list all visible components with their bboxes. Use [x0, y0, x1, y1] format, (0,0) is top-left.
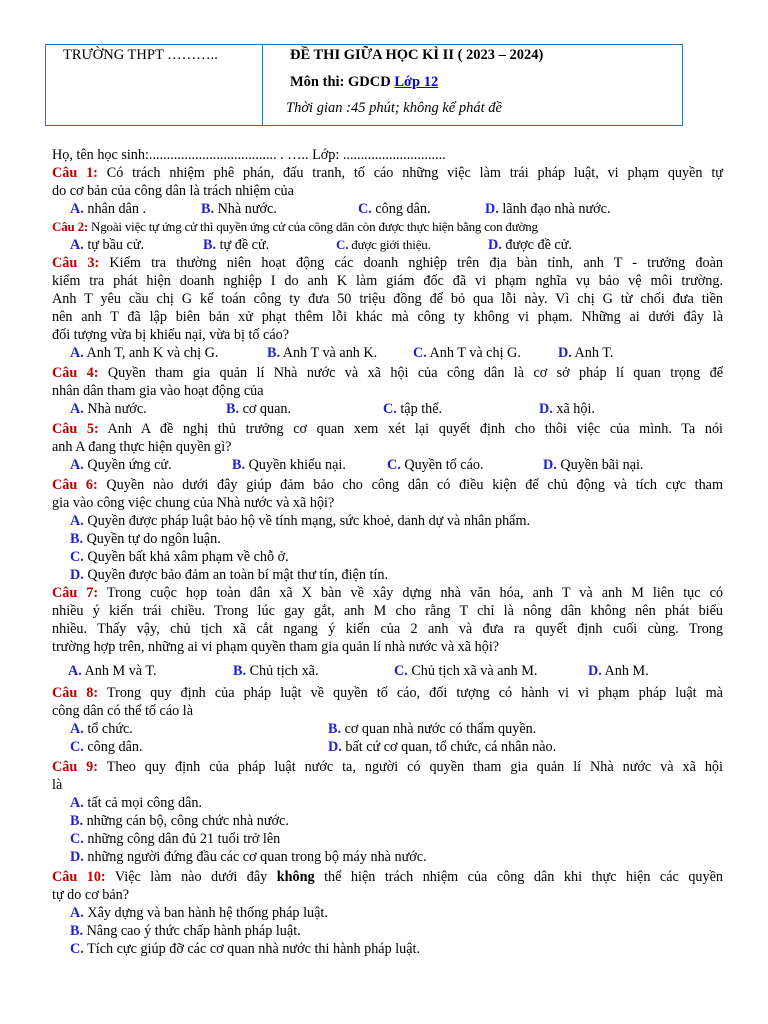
option-text: cơ quan. — [239, 401, 292, 417]
question-text: Quyền tham gia quản lí Nhà nước và xã hội của công dân là cơ sở pháp lí quan trọng để — [98, 365, 723, 381]
question-text-line: anh A đang thực hiện quyền gì? — [52, 439, 232, 455]
option-text: lãnh đạo nhà nước. — [498, 201, 611, 217]
question-emphasis: không — [276, 869, 315, 885]
option-text: Anh M. — [601, 663, 649, 679]
option-letter: C. — [413, 345, 427, 361]
question-label: Câu 8: — [52, 685, 99, 701]
option-a[interactable] — [70, 236, 144, 254]
option-text: Quyền khiếu nại. — [245, 457, 346, 473]
question-8 — [52, 684, 723, 702]
option-b[interactable] — [232, 456, 346, 474]
option-a[interactable] — [52, 904, 723, 922]
option-letter: A. — [70, 345, 84, 361]
option-letter: B. — [233, 663, 247, 679]
option-d[interactable] — [488, 236, 572, 254]
option-text: Chủ tịch xã. — [246, 663, 319, 679]
option-letter: C. — [70, 549, 84, 565]
option-letter: D. — [588, 663, 602, 679]
option-b[interactable] — [267, 344, 377, 362]
student-info-line: Họ, tên học sinh:.................................... . ….. Lớp: ............................. — [52, 147, 446, 163]
question-text-line: nên anh T đã lập biên bản xử phạt thêm lỗi khác mà công ty không vi phạm. Những ai dưới đây là — [52, 309, 723, 325]
option-text: Quyền tố cáo. — [400, 457, 484, 473]
question-text: Trong cuộc họp toàn dân xã X bàn về xây dựng nhà văn hóa, anh T và anh M liên tục có — [98, 585, 723, 601]
question-text-line: công dân có thể tố cáo là — [52, 703, 194, 719]
option-b[interactable] — [226, 400, 291, 418]
option-text: Anh T. — [571, 345, 614, 361]
option-c[interactable] — [52, 830, 723, 848]
option-text: công dân. — [83, 739, 143, 755]
question-label: Câu 5: — [52, 421, 99, 437]
question-text-line: là — [52, 777, 63, 793]
school-name: TRƯỜNG THPT ……….. — [63, 47, 218, 63]
question-text-line: tự do cơ bản? — [52, 887, 130, 903]
option-text: tất cả mọi công dân. — [83, 795, 202, 811]
option-d[interactable] — [558, 344, 613, 362]
option-text: tổ chức. — [83, 721, 133, 737]
option-letter: A. — [70, 721, 84, 737]
option-text: cơ quan nhà nước có thẩm quyền. — [341, 721, 537, 737]
option-text: Tích cực giúp đỡ các cơ quan nhà nước thi hành pháp luật. — [83, 941, 421, 957]
option-b[interactable] — [201, 200, 277, 218]
option-a[interactable] — [68, 662, 157, 680]
option-b[interactable] — [52, 922, 723, 940]
exam-title: ĐỀ THI GIỮA HỌC KÌ II ( 2023 – 2024) — [290, 47, 544, 63]
option-a[interactable] — [70, 400, 147, 418]
subject-prefix: Môn thi: GDCD — [290, 74, 395, 90]
question-label: Câu 10: — [52, 869, 106, 885]
question-text: Ngoài việc tự ứng cử thì quyền ứng cử của công dân còn được thực hiện bằng con đường — [88, 219, 538, 234]
header-divider — [262, 44, 263, 126]
option-text: tự đề cử. — [216, 237, 270, 253]
option-letter: B. — [70, 923, 84, 939]
option-letter: D. — [488, 237, 502, 253]
option-letter: D. — [558, 345, 572, 361]
option-letter: A. — [70, 905, 84, 921]
option-b[interactable] — [233, 662, 319, 680]
option-letter: A. — [68, 663, 82, 679]
question-label: Câu 1: — [52, 165, 98, 181]
option-c[interactable] — [383, 400, 442, 418]
option-letter: D. — [485, 201, 499, 217]
question-label: Câu 7: — [52, 585, 99, 601]
question-text: Theo quy định của pháp luật nước ta, người có quyền tham gia quản lí Nhà nước và xã hội — [98, 759, 723, 775]
question-6 — [52, 476, 723, 494]
option-c[interactable] — [387, 456, 484, 474]
question-2 — [52, 218, 723, 236]
options-row — [52, 738, 723, 756]
question-text-line: trường hợp trên, những ai vi phạm quyền tham gia quản lí nhà nước và xã hội? — [52, 639, 500, 655]
option-d[interactable] — [539, 400, 595, 418]
option-text: Anh T và anh K. — [280, 345, 378, 361]
option-b[interactable] — [52, 530, 723, 548]
option-text: tập thể. — [396, 401, 443, 417]
option-text: xã hội. — [552, 401, 595, 417]
question-5 — [52, 420, 723, 438]
option-b[interactable] — [52, 812, 723, 830]
option-letter: B. — [328, 721, 342, 737]
option-text: bất cứ cơ quan, tổ chức, cá nhân nào. — [341, 739, 557, 755]
option-text: Quyền bất khả xâm phạm về chỗ ở. — [83, 549, 289, 565]
question-label: Câu 9: — [52, 759, 98, 775]
question-text-line: Anh T yêu cầu chị G kế toán công ty đưa 50 triệu đồng để bỏ qua lỗi này. Vì chị G từ chối đưa tiền — [52, 291, 723, 307]
option-b[interactable] — [328, 720, 536, 738]
option-text: Quyền bãi nại. — [556, 457, 644, 473]
question-3 — [52, 254, 723, 272]
option-letter: A. — [70, 795, 84, 811]
option-d[interactable] — [543, 456, 643, 474]
question-label: Câu 4: — [52, 365, 99, 381]
option-letter: B. — [70, 813, 84, 829]
question-label: Câu 2: — [52, 219, 88, 234]
question-1 — [52, 164, 723, 182]
question-9 — [52, 758, 723, 776]
question-text: Việc làm nào dưới đây — [105, 869, 277, 885]
option-a[interactable] — [70, 456, 172, 474]
option-letter: A. — [70, 201, 84, 217]
option-text: được giới thiệu. — [348, 237, 431, 252]
option-letter: A. — [70, 513, 84, 529]
option-text: Quyền được bảo đảm an toàn bí mật thư tín, điện tín. — [83, 567, 389, 583]
option-c[interactable] — [413, 344, 521, 362]
option-d[interactable] — [52, 848, 723, 866]
option-letter: A. — [70, 401, 84, 417]
option-text: được đề cử. — [501, 237, 572, 253]
option-d[interactable] — [328, 738, 556, 756]
question-text-line: nhiều. Thấy vậy, chủ tịch xã cắt ngang ý kiến của 2 anh và đưa ra quyết định cuối cùng. Trong — [52, 621, 723, 637]
question-text-line: kiểm tra phát hiện doanh nghiệp I do anh K làm giám đốc đã vi phạm nghĩa vụ bảo vệ môi trường. — [52, 273, 723, 289]
question-text: Trong quy định của pháp luật về quyền tố cáo, đối tượng có hành vi vi phạm pháp luật mà — [98, 685, 723, 701]
question-7 — [52, 584, 723, 602]
exam-time: Thời gian :45 phút; không kể phát đề — [286, 100, 502, 116]
question-text-line: do cơ bản của công dân là trách nhiệm của — [52, 183, 294, 199]
options-row — [52, 200, 723, 218]
option-letter: C. — [70, 739, 84, 755]
option-text: Xây dựng và ban hành hệ thống pháp luật. — [83, 905, 328, 921]
option-letter: B. — [203, 237, 217, 253]
option-text: những công dân đủ 21 tuổi trở lên — [83, 831, 281, 847]
question-10 — [52, 868, 723, 886]
option-text: Nhà nước. — [83, 401, 147, 417]
option-text: Anh M và T. — [81, 663, 157, 679]
option-text: Nhà nước. — [214, 201, 277, 217]
option-a[interactable] — [52, 794, 723, 812]
option-letter: C. — [70, 941, 84, 957]
option-letter: C. — [394, 663, 408, 679]
question-text-line: đối tượng vừa bị khiếu nại, vừa bị tố cáo? — [52, 327, 290, 343]
option-text: Quyền tự do ngôn luận. — [83, 531, 221, 547]
question-label: Câu 6: — [52, 477, 98, 493]
question-text: Có trách nhiệm phê phán, đấu tranh, tố cáo những việc làm trái pháp luật, vi phạm quyền tự — [97, 165, 723, 181]
question-4 — [52, 364, 723, 382]
option-text: Quyền được pháp luật bảo hộ về tính mạng, sức khoẻ, danh dự và nhân phẩm. — [83, 513, 531, 529]
option-letter: D. — [70, 567, 84, 583]
option-a[interactable] — [70, 344, 218, 362]
option-letter: C. — [383, 401, 397, 417]
option-text: những người đứng đầu các cơ quan trong bộ máy nhà nước. — [83, 849, 427, 865]
question-label: Câu 3: — [52, 255, 100, 271]
option-letter: B. — [226, 401, 240, 417]
option-text: Anh T, anh K và chị G. — [83, 345, 219, 361]
option-d[interactable] — [52, 566, 723, 584]
option-letter: D. — [543, 457, 557, 473]
subject-line — [290, 74, 438, 91]
options-row — [52, 400, 723, 418]
option-letter: C. — [336, 237, 349, 252]
question-text-line: gia vào công việc chung của Nhà nước và xã hội? — [52, 495, 335, 511]
question-text: Kiểm tra thường niên hoạt động các doanh nghiệp trên địa bàn tỉnh, anh T - trưởng đoàn — [99, 255, 723, 271]
option-d[interactable] — [485, 200, 611, 218]
option-c[interactable] — [70, 738, 143, 756]
question-text: Anh A đề nghị thủ trưởng cơ quan xem xét lại quyết định cho thôi việc của mình. Ta nói — [98, 421, 723, 437]
option-c[interactable] — [336, 236, 431, 254]
options-row — [52, 344, 723, 362]
option-letter: A. — [70, 457, 84, 473]
options-row — [52, 236, 723, 254]
question-text-line: nhân dân tham gia vào hoạt động của — [52, 383, 264, 399]
option-a[interactable] — [70, 720, 133, 738]
option-text: Quyền ứng cử. — [83, 457, 172, 473]
options-row — [52, 662, 723, 680]
option-letter: B. — [267, 345, 281, 361]
option-letter: D. — [70, 849, 84, 865]
option-a[interactable] — [70, 200, 146, 218]
option-c[interactable] — [394, 662, 537, 680]
options-row — [52, 720, 723, 738]
option-letter: B. — [232, 457, 246, 473]
option-letter: D. — [328, 739, 342, 755]
option-text: nhân dân . — [83, 201, 147, 217]
option-text: tự bầu cử. — [83, 237, 145, 253]
option-text: Anh T và chị G. — [426, 345, 521, 361]
option-text: Nâng cao ý thức chấp hành pháp luật. — [83, 923, 301, 939]
options-row — [52, 456, 723, 474]
option-letter: C. — [387, 457, 401, 473]
option-letter: D. — [539, 401, 553, 417]
option-c[interactable] — [52, 548, 723, 566]
option-a[interactable] — [52, 512, 723, 530]
question-text-line: nhiều ý kiến trái chiều. Trong lúc gay gắt, anh M cho rằng T chỉ là nông dân không nên phát biểu — [52, 603, 723, 619]
grade-link[interactable]: Lớp 12 — [394, 74, 439, 90]
option-d[interactable] — [588, 662, 649, 680]
exam-content — [52, 146, 723, 958]
option-c[interactable] — [52, 940, 723, 958]
option-letter: A. — [70, 237, 84, 253]
option-letter: C. — [358, 201, 372, 217]
option-text: những cán bộ, công chức nhà nước. — [83, 813, 289, 829]
option-text: Chủ tịch xã và anh M. — [407, 663, 538, 679]
option-c[interactable] — [358, 200, 431, 218]
option-letter: B. — [201, 201, 215, 217]
option-letter: C. — [70, 831, 84, 847]
option-text: công dân. — [371, 201, 431, 217]
option-letter: B. — [70, 531, 84, 547]
question-text: thể hiện trách nhiệm của công dân khi thực hiện các quyền — [314, 869, 723, 885]
option-b[interactable] — [203, 236, 269, 254]
question-text: Quyền nào dưới đây giúp đảm bảo cho công dân có điều kiện để chủ động và tích cực tham — [97, 477, 723, 493]
